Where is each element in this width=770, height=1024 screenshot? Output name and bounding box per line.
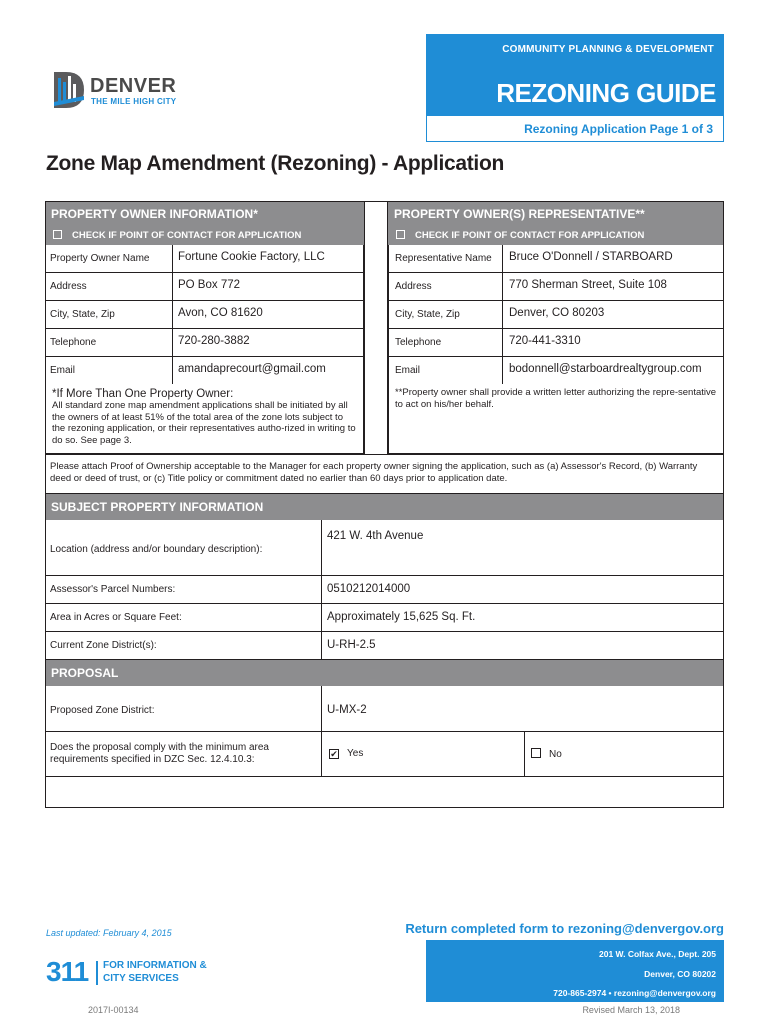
comply-row — [45, 732, 724, 777]
checkbox-icon[interactable] — [53, 230, 62, 239]
denver-logo-icon — [52, 70, 86, 110]
denver-logo — [52, 70, 202, 114]
rep-address-field[interactable]: 770 Sherman Street, Suite 108 — [509, 279, 667, 291]
proposed-district-row — [45, 686, 724, 732]
yes-label: Yes — [347, 748, 364, 759]
rep-city-label: City, State, Zip — [395, 309, 460, 320]
contact-banner — [426, 940, 724, 1002]
owner-row — [45, 329, 364, 357]
form-code: 2017I-00134 — [88, 1005, 139, 1015]
yes-option[interactable] — [329, 748, 363, 759]
location-row — [45, 520, 724, 576]
owner-row — [45, 357, 364, 385]
logo-tagline: THE MILE HIGH CITY — [91, 97, 177, 106]
address-line-1: 201 W. Colfax Ave., Dept. 205 — [599, 949, 716, 959]
logo-info-line-1: FOR INFORMATION & — [103, 960, 207, 971]
proposed-district-label: Proposed Zone District: — [50, 705, 155, 716]
department-name: COMMUNITY PLANNING & DEVELOPMENT — [502, 44, 714, 55]
checkbox-checked-icon[interactable]: ✔ — [330, 749, 338, 759]
zone-label: Current Zone District(s): — [50, 640, 157, 651]
rep-address-label: Address — [395, 281, 432, 292]
owner-note — [45, 384, 364, 454]
owner-phone-label: Telephone — [50, 337, 97, 348]
rep-row — [388, 357, 724, 385]
proposed-district-field[interactable]: U-MX-2 — [327, 704, 367, 716]
rep-row — [388, 329, 724, 357]
owner-name-field[interactable]: Fortune Cookie Factory, LLC — [178, 251, 325, 263]
return-instructions[interactable]: Return completed form to rezoning@denvergov.org — [405, 921, 724, 936]
page-indicator: Rezoning Application Page 1 of 3 — [426, 116, 724, 142]
rep-note-body: **Property owner shall provide a written letter authorizing the repre-sentative to act on his/her behalf. — [395, 387, 717, 410]
rep-contact-check[interactable] — [388, 227, 724, 245]
rep-name-field[interactable]: Bruce O'Donnell / STARBOARD — [509, 251, 673, 263]
logo-311: 311 — [46, 956, 89, 987]
rep-note — [388, 384, 724, 454]
rep-contact-label: CHECK IF POINT OF CONTACT FOR APPLICATION — [415, 230, 645, 241]
location-label: Location (address and/or boundary description): — [50, 544, 263, 555]
area-label: Area in Acres or Square Feet: — [50, 612, 182, 623]
no-label: No — [549, 749, 562, 760]
rep-city-field[interactable]: Denver, CO 80203 — [509, 307, 605, 319]
owner-row — [45, 301, 364, 329]
owner-row — [45, 273, 364, 301]
zone-row — [45, 632, 724, 660]
revision-date: Revised March 13, 2018 — [582, 1005, 680, 1015]
owner-row — [45, 245, 364, 273]
checkbox-icon[interactable] — [531, 748, 541, 758]
owner-section-header: PROPERTY OWNER INFORMATION* — [45, 201, 364, 227]
checkbox-icon[interactable] — [396, 230, 405, 239]
proof-of-ownership-note — [45, 454, 724, 494]
owner-contact-label: CHECK IF POINT OF CONTACT FOR APPLICATION — [72, 230, 302, 241]
area-row — [45, 604, 724, 632]
rep-phone-field[interactable]: 720-441-3310 — [509, 335, 581, 347]
proposal-section-header: PROPOSAL — [45, 660, 724, 686]
owner-email-label: Email — [50, 365, 76, 376]
owner-note-title: *If More Than One Property Owner: — [52, 388, 234, 400]
owner-city-label: City, State, Zip — [50, 309, 115, 320]
rep-email-label: Email — [395, 365, 421, 376]
rep-row — [388, 301, 724, 329]
logo-divider — [96, 961, 98, 985]
no-option[interactable] — [531, 748, 562, 760]
owner-phone-field[interactable]: 720-280-3882 — [178, 335, 250, 347]
parcel-row — [45, 576, 724, 604]
owner-name-label: Property Owner Name — [50, 253, 150, 264]
rep-row — [388, 273, 724, 301]
owner-note-body: All standard zone map amendment applications shall be initiated by all the owners of at least 51% of the total area of the zone lots subject to the rezoning application, or their representatives autho-rized in writing to do so. See page 3. — [52, 400, 356, 446]
address-line-2: Denver, CO 80202 — [644, 969, 716, 979]
parcel-field[interactable]: 0510212014000 — [327, 583, 411, 595]
owner-email-field[interactable]: amandaprecourt@gmail.com — [178, 363, 326, 375]
parcel-label: Assessor's Parcel Numbers: — [50, 584, 176, 595]
rep-email-field[interactable]: bodonnell@starboardrealtygroup.com — [509, 363, 702, 375]
column-gutter — [364, 201, 388, 454]
comply-label: Does the proposal comply with the minimum area requirements specified in DZC Sec. 12.4.10.3: — [50, 742, 269, 765]
owner-address-label: Address — [50, 281, 87, 292]
subject-section-header: SUBJECT PROPERTY INFORMATION — [45, 494, 724, 520]
owner-city-field[interactable]: Avon, CO 81620 — [178, 307, 263, 319]
last-updated: Last updated: February 4, 2015 — [46, 928, 172, 938]
rep-section-header: PROPERTY OWNER(S) REPRESENTATIVE** — [388, 201, 724, 227]
proof-note-text: Please attach Proof of Ownership acceptable to the Manager for each property owner signing the application, such as (a) Assessor's Record, (b) Warranty deed or deed of trust, or (c) Title policy or commitment dated no earlier than 60 days prior to application date. — [50, 461, 698, 484]
area-field[interactable]: Approximately 15,625 Sq. Ft. — [327, 611, 476, 623]
zone-field[interactable]: U-RH-2.5 — [327, 639, 376, 651]
rep-row — [388, 245, 724, 273]
owner-contact-check[interactable] — [45, 227, 364, 245]
owner-address-field[interactable]: PO Box 772 — [178, 279, 241, 291]
rep-phone-label: Telephone — [395, 337, 442, 348]
contact-line[interactable]: 720-865-2974 • rezoning@denvergov.org — [553, 988, 716, 998]
city-services-logo — [46, 956, 246, 990]
logo-info-line-2: CITY SERVICES — [103, 973, 179, 984]
guide-title: REZONING GUIDE — [496, 78, 716, 108]
page-title: Zone Map Amendment (Rezoning) - Application — [46, 152, 505, 175]
header-banner — [426, 34, 724, 116]
location-field[interactable]: 421 W. 4th Avenue — [327, 530, 424, 542]
rep-name-label: Representative Name — [395, 253, 492, 264]
logo-wordmark: DENVER — [90, 75, 177, 97]
